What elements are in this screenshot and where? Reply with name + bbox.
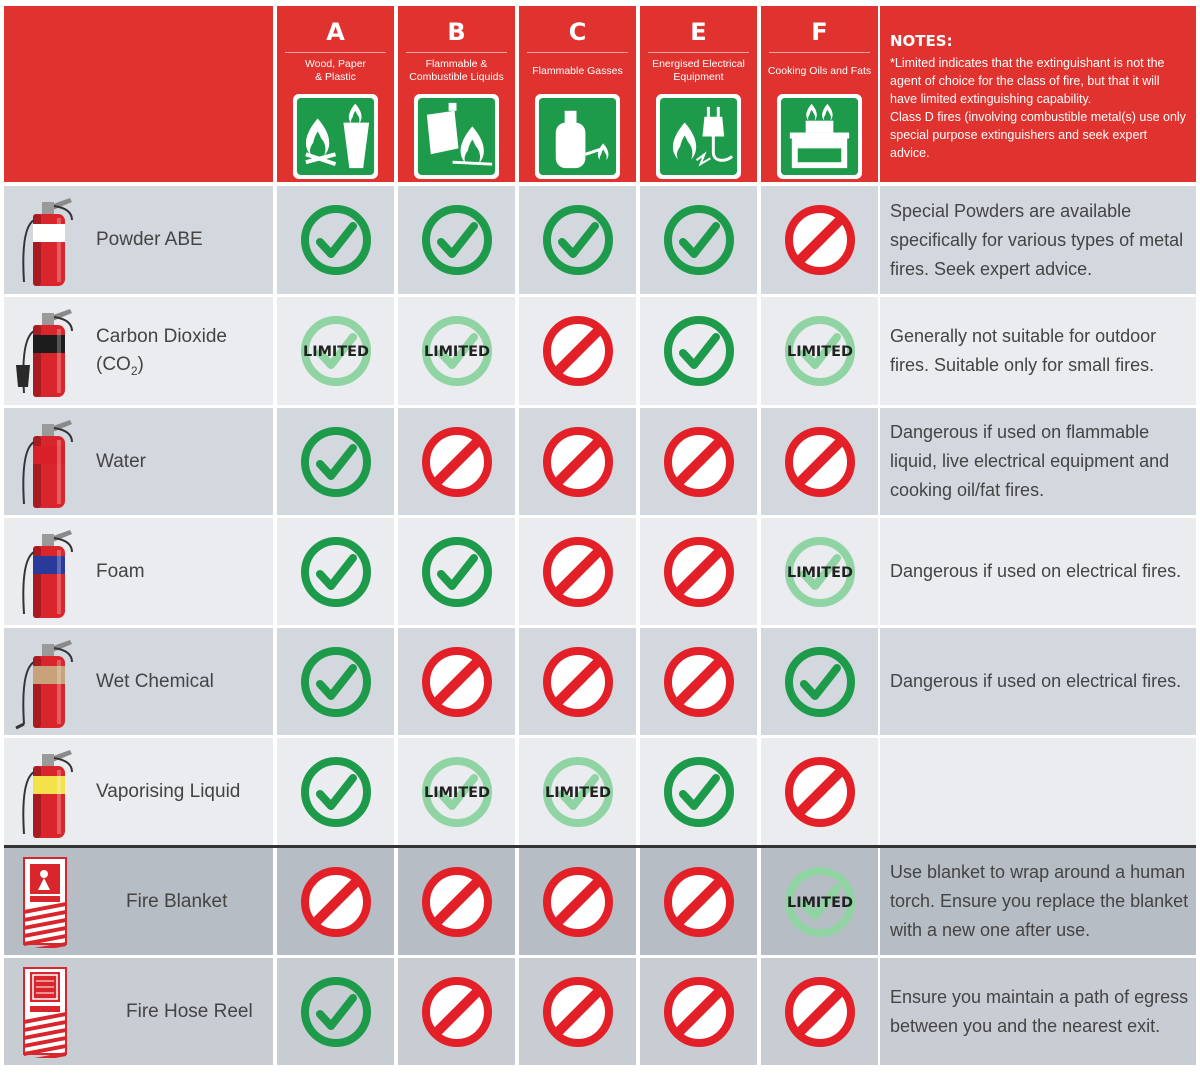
header-column-a xyxy=(277,6,394,182)
class-name: Flammable & Combustible Liquids xyxy=(409,58,504,83)
flammable-gas-fire-icon xyxy=(534,93,621,180)
notes-line: Class D fires (involving combustible metal(s) use only special purpose extinguishers and seek expert advice. xyxy=(890,110,1186,160)
fire-extinguisher-icon xyxy=(12,412,82,512)
limited-check-icon xyxy=(421,315,493,387)
not-suitable-prohibited-icon xyxy=(784,756,856,828)
not-suitable-prohibited-icon xyxy=(663,646,735,718)
label-line xyxy=(96,351,227,385)
limited-label: LIMITED xyxy=(423,344,490,360)
suitable-check-icon xyxy=(300,426,372,498)
limited-label: LIMITED xyxy=(786,894,853,911)
suitable-check-icon xyxy=(542,204,614,276)
row-label xyxy=(96,323,227,385)
fire-extinguisher-icon xyxy=(12,742,82,842)
label-line: Carbon Dioxide xyxy=(96,326,227,347)
limited-check-icon xyxy=(421,756,493,828)
not-suitable-prohibited-icon xyxy=(784,204,856,276)
not-suitable-prohibited-icon xyxy=(542,646,614,718)
row-note: Ensure you maintain a path of egress between you and the nearest exit. xyxy=(890,986,1189,1036)
fire-extinguisher-icon xyxy=(12,522,82,622)
class-name: Flammable Gasses xyxy=(532,64,623,77)
row-note: Generally not suitable for outdoor fires. Suitable only for small fires. xyxy=(890,326,1157,375)
header-corner xyxy=(4,6,273,182)
not-suitable-prohibited-icon xyxy=(300,866,372,938)
not-suitable-prohibited-icon xyxy=(542,866,614,938)
suitable-check-icon xyxy=(784,646,856,718)
limited-check-icon xyxy=(784,866,856,938)
limited-check-icon xyxy=(542,756,614,828)
subscript: 2 xyxy=(130,363,138,378)
row-label: Water xyxy=(96,450,146,472)
not-suitable-prohibited-icon xyxy=(542,976,614,1048)
fire-extinguisher-icon xyxy=(12,190,82,290)
fire-blanket-icon xyxy=(22,856,68,948)
not-suitable-prohibited-icon xyxy=(421,976,493,1048)
row-label: Powder ABE xyxy=(96,229,203,250)
suitable-check-icon xyxy=(300,204,372,276)
section-divider xyxy=(4,845,1196,848)
suitable-check-icon xyxy=(663,315,735,387)
limited-label: LIMITED xyxy=(302,344,369,360)
header-column-c xyxy=(519,6,636,182)
class-letter: E xyxy=(690,18,707,46)
class-name: Wood, Paper & Plastic xyxy=(304,58,367,83)
label-text: ) xyxy=(137,354,144,375)
suitable-check-icon xyxy=(421,204,493,276)
class-letter: B xyxy=(447,18,466,46)
limited-label: LIMITED xyxy=(544,784,611,801)
class-letter: A xyxy=(326,18,345,46)
flammable-liquid-fire-icon xyxy=(413,93,500,180)
fire-extinguisher-icon xyxy=(12,632,82,732)
not-suitable-prohibited-icon xyxy=(421,426,493,498)
limited-label: LIMITED xyxy=(423,784,490,801)
not-suitable-prohibited-icon xyxy=(663,536,735,608)
row-label: Fire Blanket xyxy=(126,890,228,912)
header-column-e xyxy=(640,6,757,182)
limited-label: LIMITED xyxy=(786,344,853,360)
not-suitable-prohibited-icon xyxy=(663,866,735,938)
limited-label: LIMITED xyxy=(786,564,853,581)
header-column-b xyxy=(398,6,515,182)
notes-line: *Limited indicates that the extinguishant is not the agent of choice for the class of fire, but that it will have limited extinguishing capability. xyxy=(890,56,1165,106)
row-note: Dangerous if used on electrical fires. xyxy=(890,671,1182,691)
class-name: Energised Electrical Equipment xyxy=(652,58,745,83)
limited-check-icon xyxy=(300,315,372,387)
not-suitable-prohibited-icon xyxy=(663,426,735,498)
limited-check-icon xyxy=(784,536,856,608)
class-letter: C xyxy=(568,18,587,46)
row-label: Vaporising Liquid xyxy=(96,780,241,802)
row-note: Dangerous if used on electrical fires. xyxy=(890,561,1182,581)
suitable-check-icon xyxy=(663,756,735,828)
not-suitable-prohibited-icon xyxy=(542,315,614,387)
suitable-check-icon xyxy=(300,646,372,718)
fire-hose-reel-icon xyxy=(22,966,68,1058)
notes-title: NOTES: xyxy=(890,32,953,50)
not-suitable-prohibited-icon xyxy=(421,646,493,718)
row-note: Dangerous if used on flammable liquid, live electrical equipment and cooking oil/fat fires. xyxy=(890,422,1170,500)
limited-check-icon xyxy=(784,315,856,387)
suitable-check-icon xyxy=(300,756,372,828)
suitable-check-icon xyxy=(300,976,372,1048)
row-note-cell xyxy=(880,738,1196,845)
class-letter: F xyxy=(811,18,828,46)
not-suitable-prohibited-icon xyxy=(542,536,614,608)
row-note: Special Powders are available specifically for various types of metal fires. Seek expert advice. xyxy=(890,200,1184,279)
electrical-fire-icon xyxy=(655,93,742,180)
label-text: (CO xyxy=(96,354,131,375)
suitable-check-icon xyxy=(663,204,735,276)
row-label: Foam xyxy=(96,560,145,582)
not-suitable-prohibited-icon xyxy=(542,426,614,498)
not-suitable-prohibited-icon xyxy=(784,426,856,498)
class-name: Cooking Oils and Fats xyxy=(767,64,872,77)
notes-panel xyxy=(880,6,1196,182)
not-suitable-prohibited-icon xyxy=(784,976,856,1048)
header-column-f xyxy=(761,6,878,182)
fire-extinguisher-icon xyxy=(12,301,82,401)
suitable-check-icon xyxy=(300,536,372,608)
row-label: Wet Chemical xyxy=(96,670,214,692)
suitable-check-icon xyxy=(421,536,493,608)
not-suitable-prohibited-icon xyxy=(663,976,735,1048)
row-note: Use blanket to wrap around a human torch. Ensure you replace the blanket with a new one after use. xyxy=(890,862,1189,940)
wood-paper-plastic-fire-icon xyxy=(292,93,379,180)
row-label: Fire Hose Reel xyxy=(126,1000,253,1022)
cooking-oil-fire-icon xyxy=(776,93,863,180)
not-suitable-prohibited-icon xyxy=(421,866,493,938)
